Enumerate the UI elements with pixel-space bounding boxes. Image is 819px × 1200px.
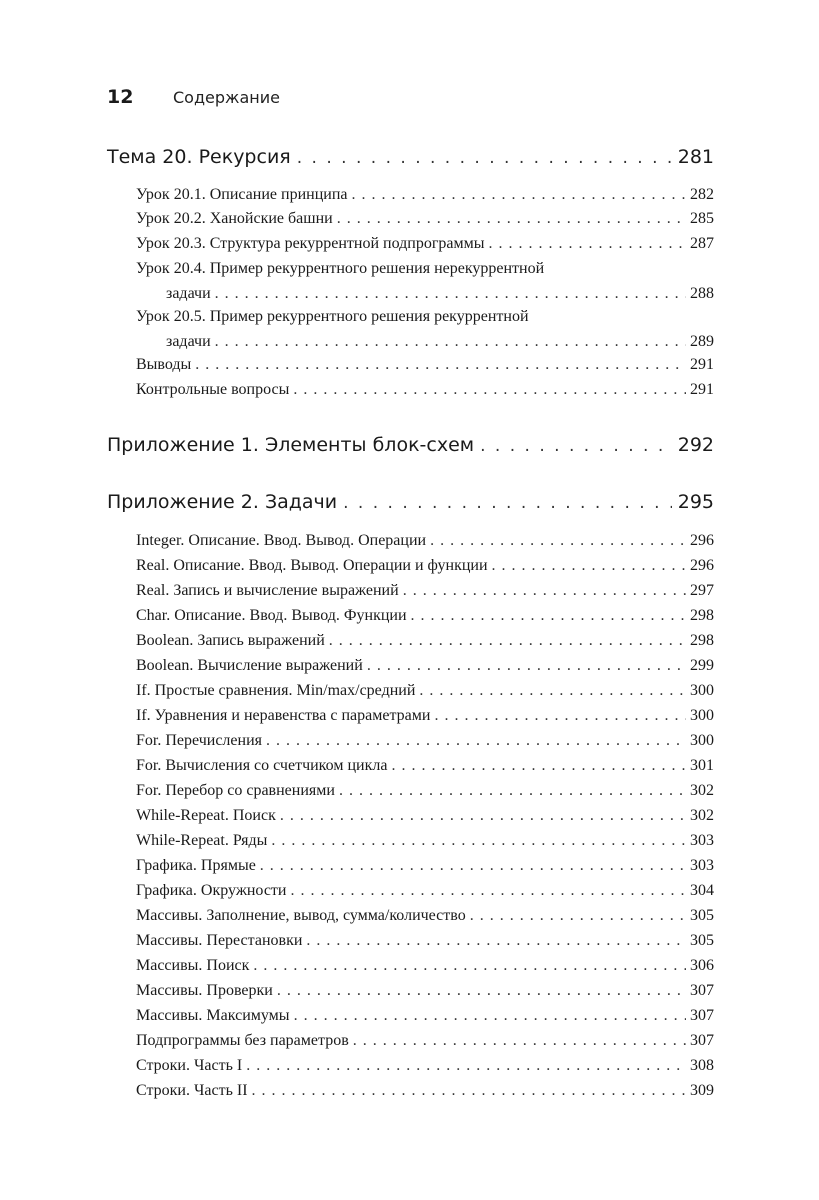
- entry-page: 291: [690, 356, 714, 373]
- entry-title: Массивы. Максимумы: [136, 1007, 290, 1024]
- toc-entry[interactable]: [136, 352, 714, 377]
- toc-entry[interactable]: [136, 678, 714, 703]
- toc-entry[interactable]: [136, 1028, 714, 1053]
- entry-title: Графика. Окружности: [136, 882, 287, 899]
- leader-dots: [266, 728, 686, 753]
- toc-entry[interactable]: [136, 231, 714, 256]
- toc-entry[interactable]: [136, 753, 714, 778]
- leader-dots: [488, 231, 686, 256]
- page-number: 12: [107, 86, 134, 108]
- entry-page: 302: [690, 782, 714, 799]
- leader-dots: [294, 1003, 686, 1028]
- leader-dots: [339, 778, 686, 803]
- leader-dots: [351, 182, 686, 207]
- toc-entry[interactable]: [136, 853, 714, 878]
- toc-entry[interactable]: [136, 878, 714, 903]
- leader-dots: [306, 928, 686, 953]
- toc-entry[interactable]: [136, 603, 714, 628]
- entry-title: Real. Запись и вычисление выражений: [136, 582, 399, 599]
- leader-dots: [434, 703, 686, 728]
- leader-dots: [293, 377, 686, 402]
- entry-page: 305: [690, 932, 714, 949]
- entry-title: Строки. Часть II: [136, 1082, 248, 1099]
- entry-page: 300: [690, 732, 714, 749]
- leader-dots: [367, 653, 686, 678]
- leader-dots: [391, 753, 686, 778]
- toc-entry[interactable]: [136, 1053, 714, 1078]
- toc-entry[interactable]: [136, 578, 714, 603]
- toc-entry-multiline[interactable]: [136, 256, 714, 306]
- entry-page: 307: [690, 1007, 714, 1024]
- entry-page: 301: [690, 757, 714, 774]
- entry-page: 306: [690, 957, 714, 974]
- leader-dots: [246, 1053, 686, 1078]
- running-head: [107, 86, 280, 108]
- leader-dots: [271, 828, 686, 853]
- entry-page: 298: [690, 632, 714, 649]
- entry-page: 300: [690, 707, 714, 724]
- entry-title: Строки. Часть I: [136, 1057, 243, 1074]
- leader-dots: [430, 528, 686, 553]
- entry-title: Урок 20.2. Ханойские башни: [136, 210, 333, 227]
- leader-dots: [260, 853, 686, 878]
- entry-title: For. Перечисления: [136, 732, 262, 749]
- entry-page: 305: [690, 907, 714, 924]
- leader-dots: [470, 903, 686, 928]
- entry-title: If. Уравнения и неравенства с параметрами: [136, 707, 431, 724]
- entry-page: 296: [690, 557, 714, 574]
- toc-entry[interactable]: [136, 703, 714, 728]
- topic-page: 292: [677, 434, 714, 456]
- toc-entry[interactable]: [136, 628, 714, 653]
- entry-title: Массивы. Поиск: [136, 957, 250, 974]
- toc-entry[interactable]: [136, 1078, 714, 1103]
- entry-title: Boolean. Вычисление выражений: [136, 657, 363, 674]
- toc-entry[interactable]: [136, 1003, 714, 1028]
- entry-page: 307: [690, 982, 714, 999]
- leader-dots: [252, 1078, 686, 1103]
- entry-title: Char. Описание. Ввод. Вывод. Функции: [136, 607, 407, 624]
- toc-entry[interactable]: [136, 828, 714, 853]
- topic-title: Приложение 1. Элементы блок-схем: [107, 434, 475, 456]
- entry-title: Массивы. Проверки: [136, 982, 273, 999]
- entry-title: Контрольные вопросы: [136, 381, 290, 398]
- entry-page: 297: [690, 582, 714, 599]
- leader-dots: [419, 678, 686, 703]
- toc-appendix-1[interactable]: [107, 434, 714, 456]
- entry-page: 296: [690, 532, 714, 549]
- toc-entry-multiline[interactable]: [136, 304, 714, 354]
- entry-page: 282: [690, 186, 714, 203]
- leader-dots: [215, 329, 686, 354]
- entry-page: 303: [690, 857, 714, 874]
- topic-title: Тема 20. Рекурсия: [107, 146, 291, 168]
- entry-title: Real. Описание. Ввод. Вывод. Операции и функции: [136, 557, 488, 574]
- leader-dots: [297, 148, 672, 168]
- entry-title: Boolean. Запись выражений: [136, 632, 325, 649]
- toc-entry[interactable]: [136, 377, 714, 402]
- leader-dots: [290, 878, 686, 903]
- toc-entry[interactable]: [136, 978, 714, 1003]
- leader-dots: [337, 206, 686, 231]
- leader-dots: [343, 493, 672, 513]
- topic-title: Приложение 2. Задачи: [107, 491, 338, 513]
- toc-entry[interactable]: [136, 182, 714, 207]
- toc-topic-20[interactable]: [107, 146, 714, 168]
- entry-title: Массивы. Заполнение, вывод, сумма/количество: [136, 907, 466, 924]
- entry-title-line2: задачи: [166, 285, 211, 302]
- leader-dots: [329, 628, 686, 653]
- entry-title: Массивы. Перестановки: [136, 932, 303, 949]
- leader-dots: [480, 436, 672, 456]
- entry-title: While-Repeat. Поиск: [136, 807, 276, 824]
- entry-title: While-Repeat. Ряды: [136, 832, 268, 849]
- entry-page: 308: [690, 1057, 714, 1074]
- entry-title: Подпрограммы без параметров: [136, 1032, 349, 1049]
- entry-title: Урок 20.3. Структура рекуррентной подпрограммы: [136, 235, 485, 252]
- entry-page: 287: [690, 235, 714, 252]
- entry-title: If. Простые сравнения. Min/max/средний: [136, 682, 416, 699]
- toc-entry[interactable]: [136, 728, 714, 753]
- toc-entry[interactable]: [136, 903, 714, 928]
- entry-title-line1: Урок 20.4. Пример рекуррентного решения нерекуррентной: [136, 260, 545, 277]
- leader-dots: [277, 978, 686, 1003]
- toc-entry[interactable]: [136, 778, 714, 803]
- entry-page: 299: [690, 657, 714, 674]
- entry-page: 309: [690, 1082, 714, 1099]
- entry-page: 291: [690, 381, 714, 398]
- entry-title: Урок 20.1. Описание принципа: [136, 186, 348, 203]
- leader-dots: [353, 1028, 686, 1053]
- leader-dots: [280, 803, 686, 828]
- toc-entry[interactable]: [136, 953, 714, 978]
- entry-page: 288: [690, 285, 714, 302]
- entry-page: 304: [690, 882, 714, 899]
- entry-title: Integer. Описание. Ввод. Вывод. Операции: [136, 532, 427, 549]
- entry-page: 307: [690, 1032, 714, 1049]
- toc-entry[interactable]: [136, 803, 714, 828]
- entry-page: 302: [690, 807, 714, 824]
- entry-page: 289: [690, 333, 714, 350]
- leader-dots: [195, 352, 686, 377]
- entry-title-line1: Урок 20.5. Пример рекуррентного решения рекуррентной: [136, 308, 529, 325]
- leader-dots: [411, 603, 686, 628]
- topic-page: 281: [677, 146, 714, 168]
- topic-page: 295: [677, 491, 714, 513]
- entry-page: 303: [690, 832, 714, 849]
- leader-dots: [403, 578, 686, 603]
- entry-page: 300: [690, 682, 714, 699]
- toc-entry[interactable]: [136, 206, 714, 231]
- leader-dots: [215, 281, 686, 306]
- entry-page: 298: [690, 607, 714, 624]
- entry-title: For. Вычисления со счетчиком цикла: [136, 757, 388, 774]
- entry-title: Графика. Прямые: [136, 857, 256, 874]
- toc-entry[interactable]: [136, 553, 714, 578]
- toc-entry[interactable]: [136, 928, 714, 953]
- toc-entry[interactable]: [136, 528, 714, 553]
- toc-appendix-2[interactable]: [107, 491, 714, 513]
- leader-dots: [492, 553, 686, 578]
- entry-title: For. Перебор со сравнениями: [136, 782, 335, 799]
- entry-title: Выводы: [136, 356, 192, 373]
- section-title: Содержание: [173, 88, 280, 107]
- entry-page: 285: [690, 210, 714, 227]
- entry-title-line2: задачи: [166, 333, 211, 350]
- toc-entry[interactable]: [136, 653, 714, 678]
- leader-dots: [253, 953, 686, 978]
